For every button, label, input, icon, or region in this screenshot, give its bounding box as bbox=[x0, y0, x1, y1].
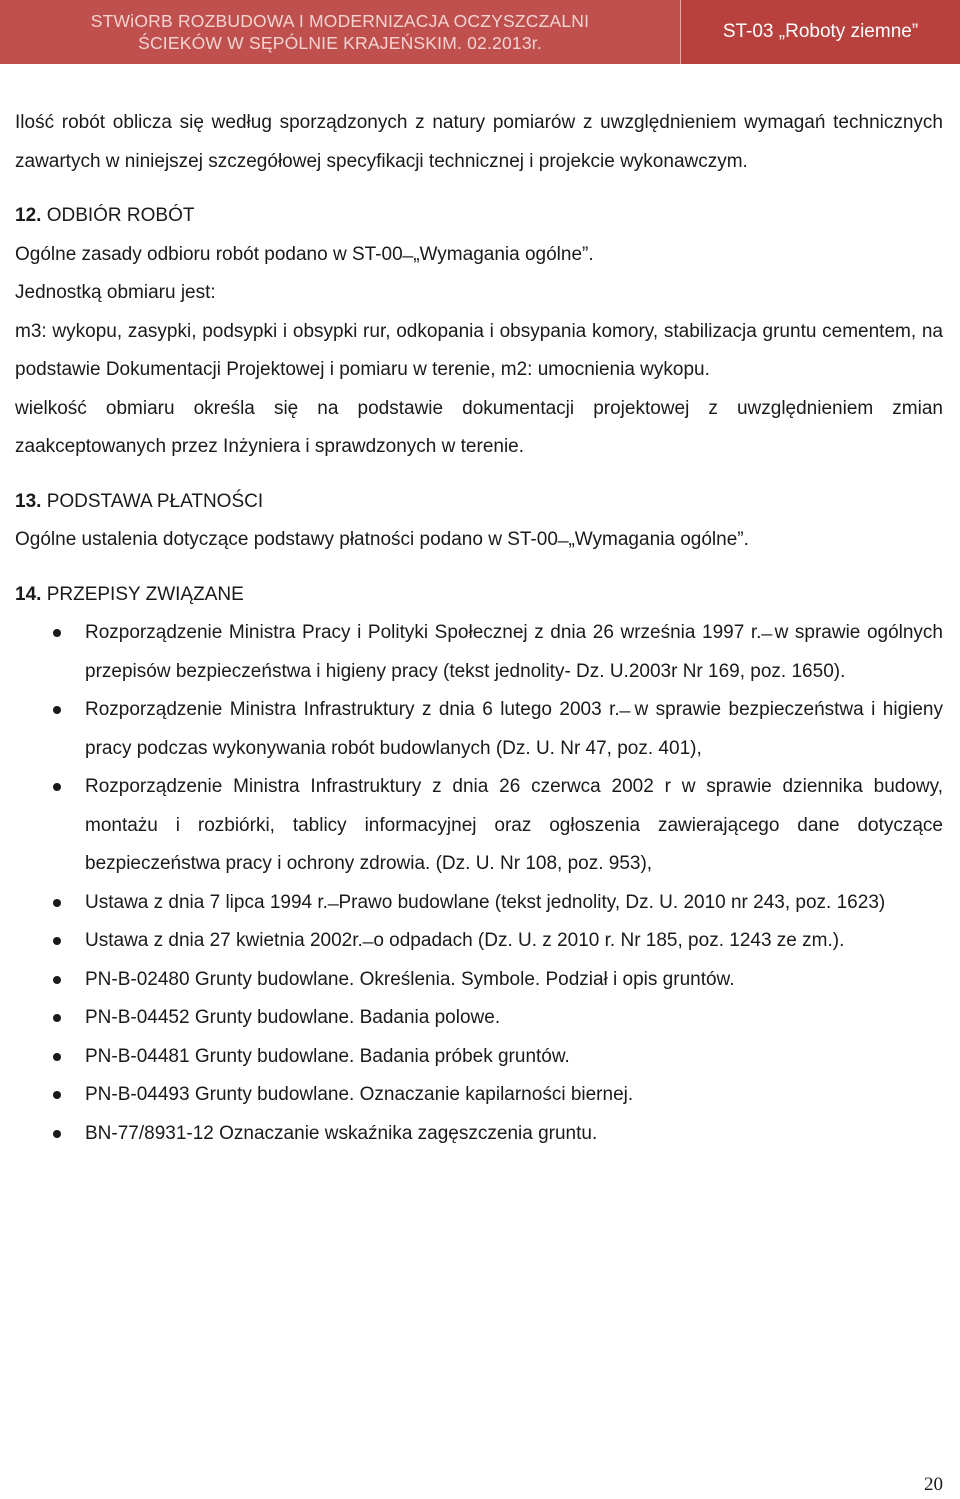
section-13-paragraph-1: Ogólne ustalenia dotyczące podstawy płatności podano w ST-00 ̶ „Wymagania ogólne”. bbox=[15, 529, 749, 550]
list-item bbox=[15, 1115, 943, 1154]
bullet-icon bbox=[53, 1091, 61, 1099]
section-13-title: PODSTAWA PŁATNOŚCI bbox=[46, 490, 264, 512]
intro-paragraph: Ilość robót oblicza się według sporządzonych z natury pomiarów z uwzględnieniem wymagań technicznych zawartych w niniejszej szczegółowej specyfikacji technicznej i projekcie wykonawczym. bbox=[15, 112, 943, 172]
list-item-text: Ustawa z dnia 7 lipca 1994 r. ̶ Prawo budowlane (tekst jednolity, Dz. U. 2010 nr 243, poz. 1623) bbox=[85, 891, 886, 913]
section-14-number: 14. bbox=[15, 583, 42, 605]
list-item bbox=[15, 768, 943, 884]
bullet-icon bbox=[53, 783, 61, 791]
list-item bbox=[15, 999, 943, 1038]
spacer bbox=[15, 181, 943, 197]
bullet-icon bbox=[53, 1130, 61, 1138]
list-item-text: Rozporządzenie Ministra Pracy i Polityki Społecznej z dnia 26 września 1997 r. ̶ w sprawie ogólnych przepisów bezpieczeństwa i higieny pracy (tekst jednolity- Dz. U.2003r Nr 169, poz. 1650). bbox=[85, 622, 943, 682]
list-item-text: PN-B-04481 Grunty budowlane. Badania próbek gruntów. bbox=[85, 1045, 570, 1067]
bullet-icon bbox=[53, 1014, 61, 1022]
list-item bbox=[15, 691, 943, 768]
section-13-number: 13. bbox=[15, 490, 42, 512]
list-item-text: Rozporządzenie Ministra Infrastruktury z dnia 6 lutego 2003 r. ̶ w sprawie bezpieczeństwa i higieny pracy podczas wykonywania robót budowlanych (Dz. U. Nr 47, poz. 401), bbox=[85, 699, 943, 759]
list-item bbox=[15, 1038, 943, 1077]
document-body bbox=[15, 104, 943, 1153]
list-item bbox=[15, 884, 943, 923]
section-14-title: PRZEPISY ZWIĄZANE bbox=[46, 583, 244, 605]
bullet-icon bbox=[53, 976, 61, 984]
section-13-heading bbox=[15, 483, 943, 522]
list-item-text: Ustawa z dnia 27 kwietnia 2002r. ̶ o odpadach (Dz. U. z 2010 r. Nr 185, poz. 1243 ze zm.). bbox=[85, 930, 845, 951]
section-14-heading bbox=[15, 576, 943, 615]
section-12-paragraph-2: Jednostką obmiaru jest: bbox=[15, 282, 216, 303]
bullet-icon bbox=[53, 1053, 61, 1061]
section-12-paragraph-1: Ogólne zasady odbioru robót podano w ST-00 ̶ „Wymagania ogólne”. bbox=[15, 243, 594, 265]
regulations-list bbox=[15, 614, 943, 1153]
section-12-heading bbox=[15, 197, 943, 236]
document-title-block bbox=[0, 0, 680, 64]
section-12-paragraph-3: m3: wykopu, zasypki, podsypki i obsypki rur, odkopania i obsypania komory, stabilizacja gruntu cementem, na podstawie Dokumentacji Projektowej i pomiaru w terenie, m2: umocnienia wykopu. bbox=[15, 320, 943, 380]
document-title-line2: ŚCIEKÓW W SĘPÓLNIE KRAJEŃSKIM. 02.2013r. bbox=[138, 33, 542, 53]
list-item-text: BN-77/8931-12 Oznaczanie wskaźnika zagęszczenia gruntu. bbox=[85, 1122, 598, 1144]
section-12-paragraph-4: wielkość obmiaru określa się na podstawie dokumentacji projektowej z uwzględnieniem zmian zaakceptowanych przez Inżyniera i sprawdzonych w terenie. bbox=[15, 397, 943, 457]
bullet-icon bbox=[53, 706, 61, 714]
page-number: 20 bbox=[924, 1474, 943, 1495]
bullet-icon bbox=[53, 629, 61, 637]
bullet-icon bbox=[53, 937, 61, 945]
list-item bbox=[15, 614, 943, 691]
list-item-text: PN-B-04493 Grunty budowlane. Oznaczanie kapilarności biernej. bbox=[85, 1084, 634, 1105]
list-item bbox=[15, 922, 943, 961]
list-item-text: PN-B-02480 Grunty budowlane. Określenia. Symbole. Podział i opis gruntów. bbox=[85, 968, 735, 990]
bullet-icon bbox=[53, 899, 61, 907]
section-code: ST-03 „Roboty ziemne” bbox=[681, 0, 960, 64]
list-item bbox=[15, 1076, 943, 1115]
list-item-text: Rozporządzenie Ministra Infrastruktury z dnia 26 czerwca 2002 r w sprawie dziennika budowy, montażu i rozbiórki, tablicy informacyjnej oraz ogłoszenia zawierającego dane dotyczące bezpieczeństwa pracy i ochrony zdrowia. (Dz. U. Nr 108, poz. 953), bbox=[85, 776, 943, 874]
spacer bbox=[15, 467, 943, 483]
section-12-title: ODBIÓR ROBÓT bbox=[46, 205, 195, 226]
page-header bbox=[0, 0, 960, 64]
list-item bbox=[15, 961, 943, 1000]
document-title-line1: STWiORB ROZBUDOWA I MODERNIZACJA OCZYSZCZALNI bbox=[90, 11, 590, 31]
list-item-text: PN-B-04452 Grunty budowlane. Badania polowe. bbox=[85, 1007, 501, 1028]
section-12-number: 12. bbox=[15, 205, 42, 226]
spacer bbox=[15, 560, 943, 576]
